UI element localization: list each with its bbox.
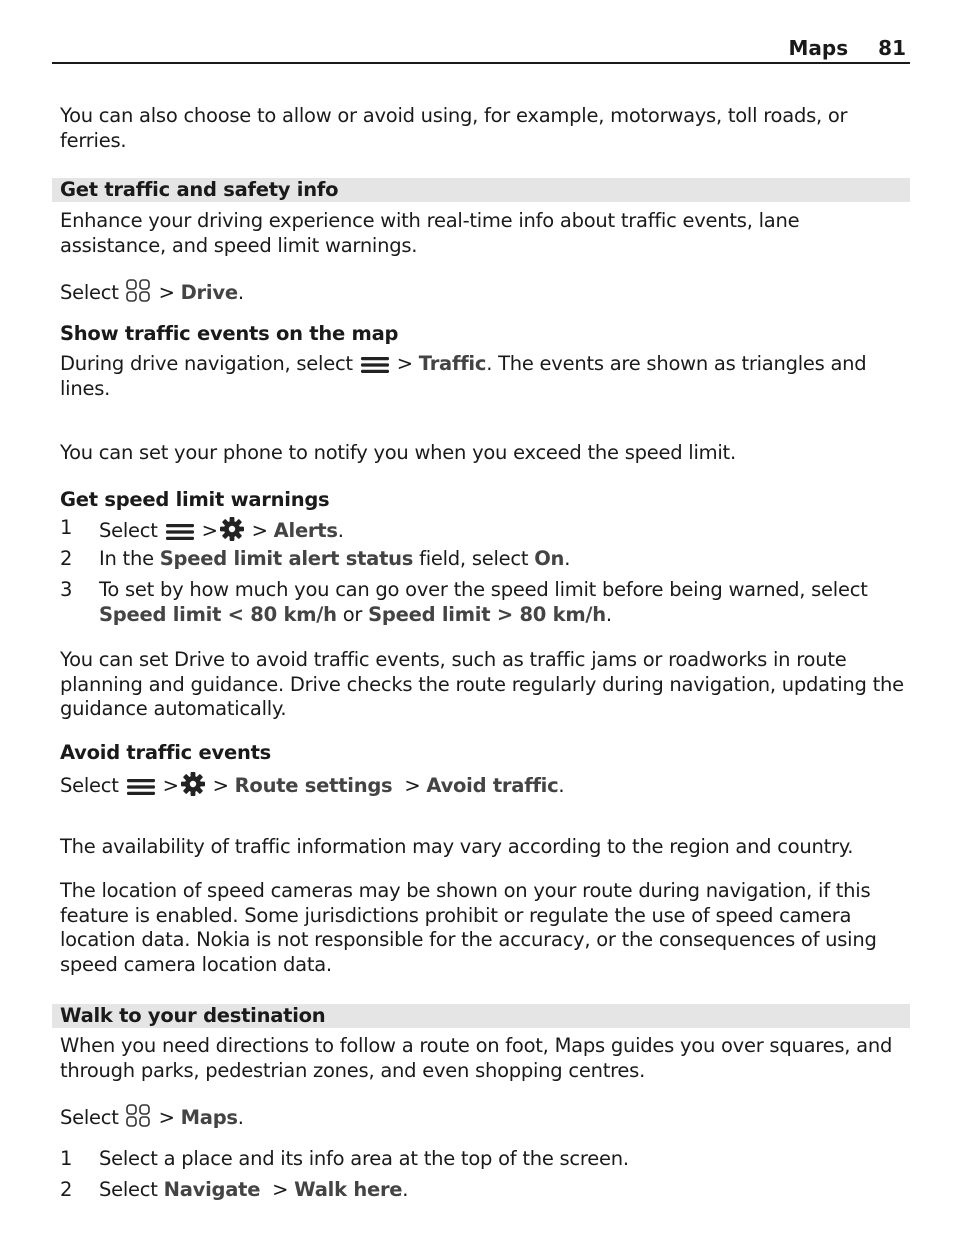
list-number: 1 xyxy=(60,516,73,539)
select-word: Select xyxy=(99,1178,158,1201)
speed-cameras-paragraph: The location of speed cameras may be shown on your route during navigation, if this feature is enabled. Some jurisdictions prohibit or regulate the use of speed camera location data. Nokia is not responsible for the accuracy, or the consequences of using speed camera location data. xyxy=(60,879,877,976)
route-settings-label: Route settings xyxy=(234,774,393,797)
section-heading-traffic: Get traffic and safety info xyxy=(60,178,339,201)
traffic-description: Enhance your driving experience with real-time info about traffic events, lane assistance, and speed limit warnings. xyxy=(60,209,800,257)
period: . xyxy=(558,774,565,797)
list-item: Select a place and its info area at the top of the screen. xyxy=(99,1147,629,1170)
arrow: > xyxy=(201,519,218,542)
section-title: Maps xyxy=(788,36,849,60)
list-number: 1 xyxy=(60,1147,73,1170)
walk-description: When you need directions to follow a route on foot, Maps guides you over squares, and through parks, pedestrian zones, and even shopping centres. xyxy=(60,1034,893,1082)
traffic-label: Traffic xyxy=(418,352,487,375)
select-word: Select xyxy=(99,519,158,542)
section-band-walk xyxy=(52,1004,910,1028)
notify-paragraph: You can set your phone to notify you when you exceed the speed limit. xyxy=(60,441,736,464)
select-word: Select xyxy=(60,1106,119,1129)
show-post: . The events are shown as triangles and lines. xyxy=(60,352,867,400)
list-item xyxy=(99,516,914,544)
arrow: > xyxy=(251,519,268,542)
running-header xyxy=(52,36,910,64)
gear-icon xyxy=(218,516,246,542)
select-word: Select xyxy=(60,774,119,797)
subheading-show-traffic: Show traffic events on the map xyxy=(60,322,399,345)
section-heading-walk: Walk to your destination xyxy=(60,1004,326,1027)
show-pre: During drive navigation, select xyxy=(60,352,353,375)
period: . xyxy=(564,547,571,570)
apps-grid-icon xyxy=(125,278,153,304)
item-mid: field, select xyxy=(419,547,529,570)
show-traffic-paragraph xyxy=(60,352,910,401)
list-item xyxy=(99,547,914,572)
menu-icon xyxy=(164,522,196,542)
avoid-description: You can set Drive to avoid traffic events, such as traffic jams or roadworks in route planning and guidance. Drive checks the route regularly during navigation, updating the guidance automatically. xyxy=(60,648,904,720)
alerts-label: Alerts xyxy=(273,519,338,542)
intro-paragraph: You can also choose to allow or avoid using, for example, motorways, toll roads, or ferries. xyxy=(60,104,848,152)
menu-icon xyxy=(359,355,391,375)
list-number: 3 xyxy=(60,578,73,601)
availability-paragraph: The availability of traffic information may vary according to the region and country. xyxy=(60,835,854,858)
list-number: 2 xyxy=(60,1178,73,1201)
avoid-traffic-path xyxy=(60,771,910,799)
arrow: > xyxy=(158,281,175,304)
period: . xyxy=(605,602,612,626)
speed-option-below: Speed limit < 80 km/h xyxy=(99,602,337,626)
subheading-avoid-traffic: Avoid traffic events xyxy=(60,741,272,764)
arrow: > xyxy=(162,774,179,797)
period: . xyxy=(402,1178,409,1201)
select-drive-line xyxy=(60,278,910,306)
period: . xyxy=(337,519,344,542)
or-word: or xyxy=(342,602,363,626)
item-pre: To set by how much you can go over the speed limit before being warned, select xyxy=(99,578,868,601)
navigate-label: Navigate xyxy=(163,1178,261,1201)
period: . xyxy=(237,281,244,304)
list-number: 2 xyxy=(60,547,73,570)
arrow: > xyxy=(272,1178,289,1201)
arrow: > xyxy=(396,352,413,375)
arrow: > xyxy=(404,774,421,797)
drive-label: Drive xyxy=(180,281,238,304)
list-item xyxy=(99,1178,914,1203)
maps-label: Maps xyxy=(180,1106,238,1129)
select-maps-line xyxy=(60,1103,910,1131)
page-number: 81 xyxy=(878,36,906,60)
on-label: On xyxy=(534,547,565,570)
select-word: Select xyxy=(60,281,119,304)
section-band-traffic xyxy=(52,178,910,202)
period: . xyxy=(237,1106,244,1129)
item-pre: In the xyxy=(99,547,154,570)
speed-option-above: Speed limit > 80 km/h xyxy=(368,602,606,626)
gear-icon xyxy=(179,771,207,797)
menu-icon xyxy=(125,777,157,797)
walk-here-label: Walk here xyxy=(294,1178,403,1201)
arrow: > xyxy=(212,774,229,797)
list-item xyxy=(99,578,914,627)
subheading-speed-limit: Get speed limit warnings xyxy=(60,488,330,511)
apps-grid-icon xyxy=(125,1103,153,1129)
arrow: > xyxy=(158,1106,175,1129)
avoid-traffic-label: Avoid traffic xyxy=(426,774,559,797)
speed-alert-field-label: Speed limit alert status xyxy=(159,547,414,570)
